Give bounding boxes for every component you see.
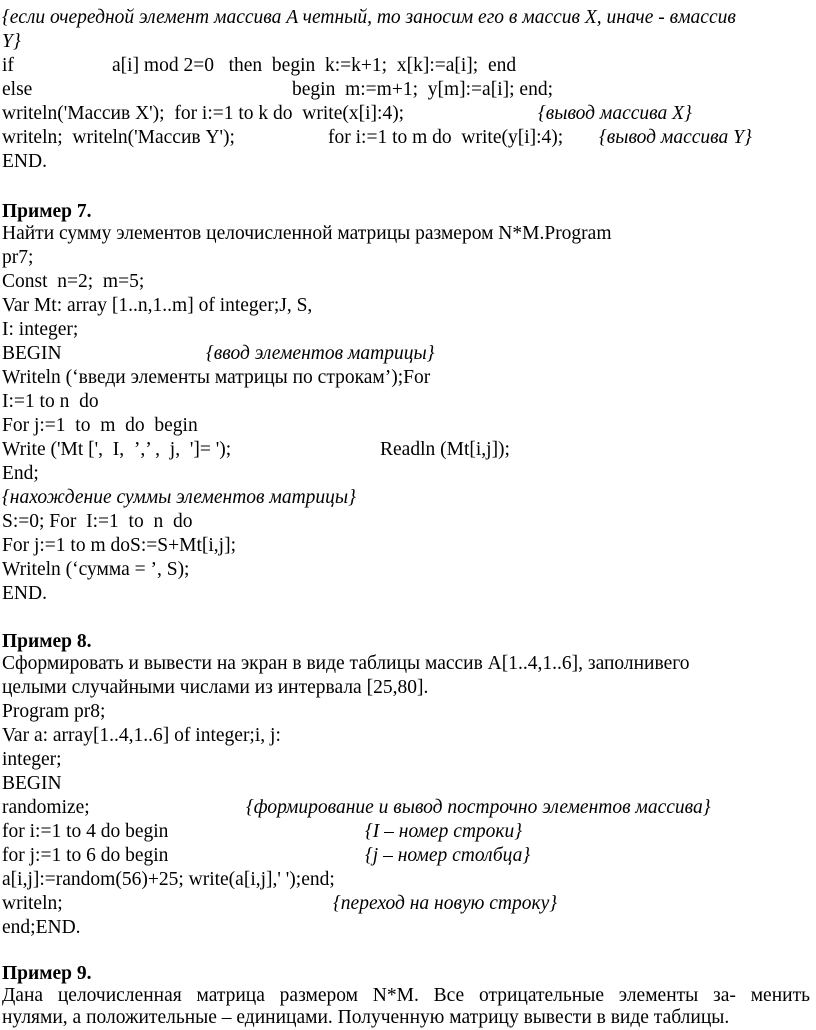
code-line: end;END.: [2, 917, 81, 938]
code-statement: writeln;: [2, 893, 63, 914]
task-text: целыми случайными числами из интервала [25,80].: [2, 677, 429, 698]
code-comment: {переход на новую строку}: [333, 893, 558, 914]
code-keyword: if: [2, 55, 14, 76]
code-line: a[i,j]:=random(56)+25; write(a[i,j],' ');end;: [2, 869, 335, 890]
task-text: Найти сумму элементов целочисленной матрицы размером N*M.Program: [2, 223, 612, 244]
code-statement: writeln; writeln('Массив Y');: [2, 127, 235, 148]
example-heading: Пример 7.: [2, 201, 92, 222]
code-keyword: BEGIN: [2, 343, 62, 364]
code-statement: randomize;: [2, 797, 90, 818]
code-line: [2, 844, 531, 868]
task-text: Сформировать и вывести на экран в виде таблицы массив A[1..4,1..6], заполнивего: [2, 653, 690, 674]
code-statement: Readln (Mt[i,j]);: [380, 439, 510, 460]
example-heading: Пример 8.: [2, 631, 92, 652]
code-line: Writeln (‘сумма = ’, S);: [2, 559, 190, 580]
code-line: Const n=2; m=5;: [2, 271, 145, 292]
code-line: Program pr8;: [2, 701, 106, 722]
code-comment: {ввод элементов матрицы}: [206, 343, 435, 364]
code-line: [2, 342, 435, 366]
code-statement: for i:=1 to m do write(y[i]:4);: [328, 127, 564, 148]
code-line: I:=1 to n do: [2, 391, 99, 412]
example-heading: Пример 9.: [2, 963, 92, 984]
code-line: End;: [2, 463, 39, 484]
code-statement: a[i] mod 2=0 then begin k:=k+1; x[k]:=a[i]; end: [112, 55, 517, 76]
code-statement: for i:=1 to 4 do begin: [2, 821, 169, 842]
code-line: [2, 78, 553, 102]
code-line: [2, 892, 558, 916]
code-line: [2, 102, 692, 126]
code-statement: begin m:=m+1; y[m]:=a[i]; end;: [292, 79, 553, 100]
code-line: [2, 820, 523, 844]
comment-line: Y}: [2, 31, 21, 52]
code-line: For j:=1 to m doS:=S+Mt[i,j];: [2, 535, 236, 556]
code-comment: {I – номер строки}: [365, 821, 523, 842]
code-line: Var a: array[1..4,1..6] of integer;i, j:: [2, 725, 281, 746]
code-line: I: integer;: [2, 319, 79, 340]
code-line: For j:=1 to m do begin: [2, 415, 198, 436]
task-text: Дана целочисленная матрица размером N*M. Все отрицательные элементы за- менить: [2, 985, 810, 1006]
task-text: нулями, а положительные – единицами. Полученную матрицу вывести в виде таблицы.: [2, 1007, 730, 1028]
code-comment: {вывод массива X}: [538, 103, 692, 124]
code-line: S:=0; For I:=1 to n do: [2, 511, 193, 532]
code-line: END.: [2, 583, 47, 604]
code-line: [2, 126, 752, 150]
code-line: [2, 54, 517, 78]
code-statement: writeln('Массив X'); for i:=1 to k do write(x[i]:4);: [2, 103, 405, 124]
code-comment: {вывод массива Y}: [599, 127, 752, 148]
code-comment: {нахождение суммы элементов матрицы}: [2, 487, 356, 508]
code-line: [2, 796, 711, 820]
comment-line: {если очередной элемент массива A четный, то заносим его в массив X, иначе - вмассив: [2, 7, 736, 28]
code-line: Writeln (‘введи элементы матрицы по строкам’);For: [2, 367, 431, 388]
code-comment: {формирование и вывод построчно элементов массива}: [246, 797, 711, 818]
code-keyword: else: [2, 79, 33, 100]
code-line: pr7;: [2, 247, 34, 268]
code-line: END.: [2, 151, 47, 172]
code-line: BEGIN: [2, 773, 62, 794]
code-statement: for j:=1 to 6 do begin: [2, 845, 169, 866]
code-line: Var Mt: array [1..n,1..m] of integer;J, S,: [2, 295, 313, 316]
code-comment: {j – номер столбца}: [365, 845, 531, 866]
code-line: [2, 438, 510, 462]
code-line: integer;: [2, 749, 62, 770]
code-statement: Write ('Mt [', I, ’,’ , j, ']= ');: [2, 439, 232, 460]
